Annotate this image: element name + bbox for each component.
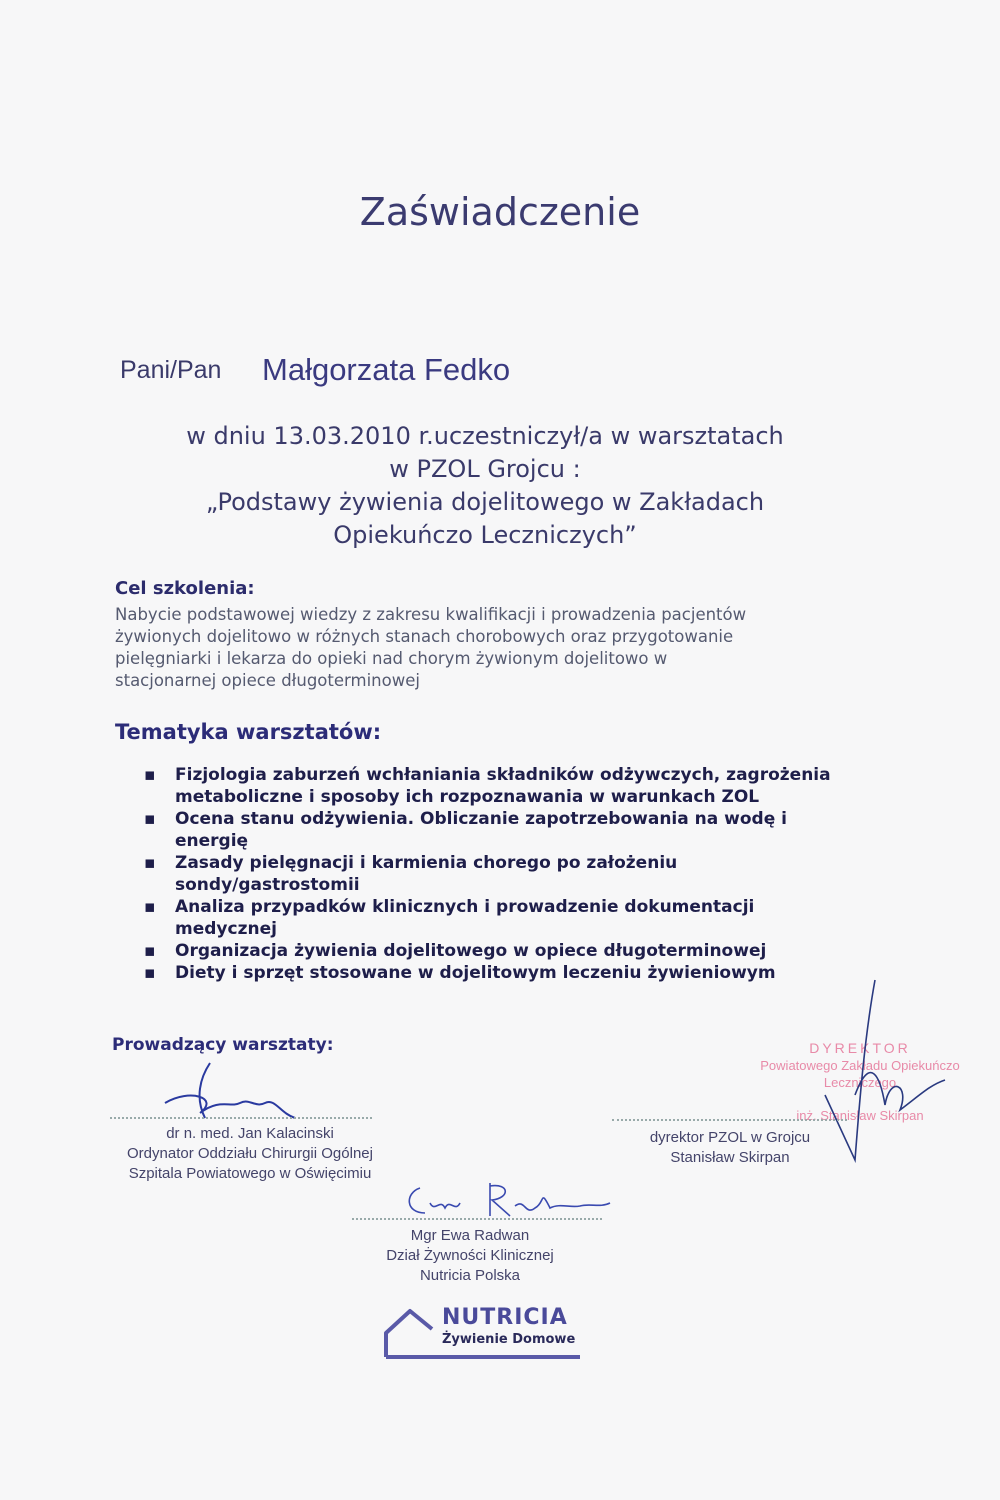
goal-line: żywionych dojelitowo w różnych stanach chorobowych oraz przygotowanie <box>115 627 734 646</box>
list-item <box>140 808 860 852</box>
signatory-title: Ordynator Oddziału Chirurgii Ogólnej <box>127 1145 373 1162</box>
signatory-radwan <box>350 1226 590 1286</box>
document-title: Zaświadczenie <box>359 190 641 234</box>
signatory-institution: Nutricia Polska <box>419 1267 521 1284</box>
signature-line <box>612 1119 847 1121</box>
signatory-kalacinski <box>100 1124 400 1184</box>
signatory-name: Mgr Ewa Radwan <box>410 1227 530 1244</box>
salutation: Pani/Pan <box>120 356 222 384</box>
list-item <box>140 896 860 940</box>
signatory-title: dyrektor PZOL w Grojcu <box>649 1129 811 1146</box>
list-item <box>140 940 860 962</box>
topics-heading: Tematyka warsztatów: <box>115 720 382 744</box>
logo-tagline: Żywienie Domowe <box>442 1332 576 1347</box>
list-item <box>140 764 860 808</box>
bullet-icon: ▪ <box>144 853 156 873</box>
goal-line: stacjonarnej opiece długoterminowej <box>115 671 420 690</box>
signature-line <box>110 1117 372 1119</box>
leaders-heading: Prowadzący warsztaty: <box>112 1035 334 1055</box>
topic-text: Zasady pielęgnacji i karmienia chorego po założeniu sondy/gastrostomii <box>175 853 678 895</box>
intro-line: w dniu 13.03.2010 r.uczestniczył/a w warsztatach <box>186 422 784 450</box>
topic-text: Organizacja żywienia dojelitowego w opiece długoterminowej <box>175 941 767 961</box>
topics-list <box>140 764 860 984</box>
logo-brand: NUTRICIA <box>442 1305 568 1330</box>
signatory-institution: Szpitala Powiatowego w Oświęcimiu <box>128 1165 372 1182</box>
bullet-icon: ▪ <box>144 765 156 785</box>
signatory-title: Dział Żywności Klinicznej <box>386 1247 554 1264</box>
bullet-icon: ▪ <box>144 809 156 829</box>
intro-text <box>0 420 970 552</box>
stamp-line: Powiatowego Zakładu Opiekuńczo <box>760 1058 960 1073</box>
bullet-icon: ▪ <box>144 941 156 961</box>
signatory-skirpan <box>620 1128 840 1168</box>
topic-text: Diety i sprzęt stosowane w dojelitowym leczeniu żywieniowym <box>175 963 776 983</box>
list-item <box>140 962 860 984</box>
bullet-icon: ▪ <box>144 963 156 983</box>
stamp-line: Leczniczego <box>823 1075 897 1090</box>
goal-line: Nabycie podstawowej wiedzy z zakresu kwalifikacji i prowadzenia pacjentów <box>115 605 747 624</box>
intro-line: „Podstawy żywienia dojelitowego w Zakładach <box>205 488 765 516</box>
signatory-name: Stanisław Skirpan <box>670 1149 790 1166</box>
signature-line <box>352 1218 602 1220</box>
goal-line: pielęgniarki i lekarza do opieki nad chorym żywionym dojelitowo w <box>115 649 668 668</box>
stamp-line: inż. Stanisław Skirpan <box>796 1108 924 1123</box>
signatory-name: dr n. med. Jan Kalacinski <box>166 1125 334 1142</box>
intro-line: Opiekuńczo Leczniczych” <box>333 521 637 549</box>
topic-text: Fizjologia zaburzeń wchłaniania składników odżywczych, zagrożenia metaboliczne i sposoby ich rozpoznawania w warunkach ZOL <box>175 765 831 807</box>
goal-text <box>115 604 875 692</box>
participant-name: Małgorzata Fedko <box>262 352 511 387</box>
topic-text: Ocena stanu odżywienia. Obliczanie zapotrzebowania na wodę i energię <box>175 809 787 851</box>
nutricia-logo <box>380 1305 590 1365</box>
list-item <box>140 852 860 896</box>
signature-radwan <box>400 1178 620 1223</box>
goal-heading: Cel szkolenia: <box>115 578 255 599</box>
intro-line: w PZOL Grojcu : <box>389 455 581 483</box>
bullet-icon: ▪ <box>144 897 156 917</box>
topic-text: Analiza przypadków klinicznych i prowadzenie dokumentacji medycznej <box>175 897 755 939</box>
stamp-line: DYREKTOR <box>809 1040 911 1056</box>
